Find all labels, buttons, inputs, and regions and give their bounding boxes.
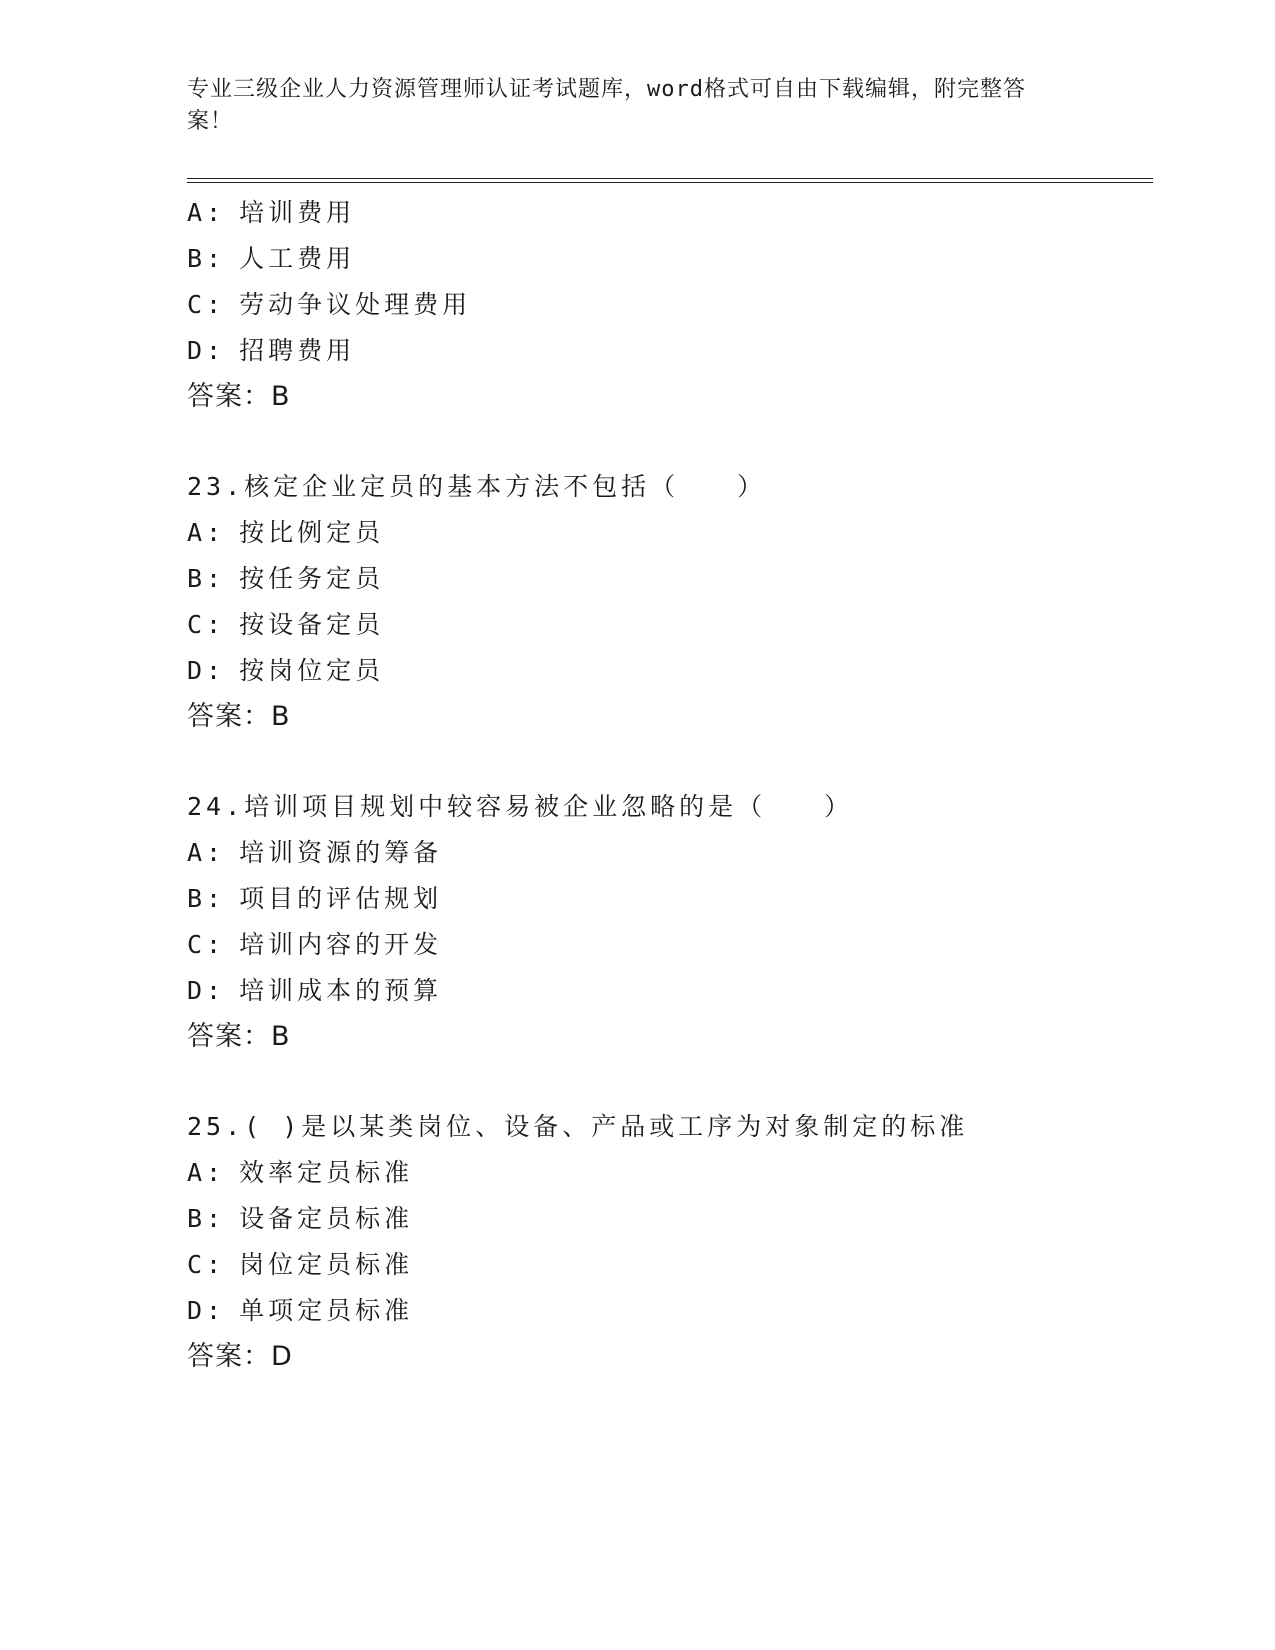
question-list: [187, 190, 1137, 1380]
question-text: 23.核定企业定员的基本方法不包括（ ）: [187, 472, 767, 501]
question-block: [187, 1104, 1137, 1380]
option-b: B: 项目的评估规划: [187, 884, 443, 913]
option-c: C: 按设备定员: [187, 610, 385, 639]
answer-line: 答案：B: [187, 701, 291, 732]
option-b: B: 人工费用: [187, 244, 356, 273]
answer-line: 答案：D: [187, 1341, 293, 1372]
question-block: [187, 464, 1137, 740]
header-double-rule: [187, 178, 1153, 183]
option-b: B: 设备定员标准: [187, 1204, 414, 1233]
option-c: C: 岗位定员标准: [187, 1250, 414, 1279]
option-a: A: 按比例定员: [187, 518, 385, 547]
option-a: A: 培训资源的筹备: [187, 838, 443, 867]
answer-line: 答案：B: [187, 1021, 291, 1052]
option-a: A: 效率定员标准: [187, 1158, 414, 1187]
option-c: C: 培训内容的开发: [187, 930, 443, 959]
question-block: [187, 190, 1137, 420]
option-b: B: 按任务定员: [187, 564, 385, 593]
option-c: C: 劳动争议处理费用: [187, 290, 472, 319]
option-d: D: 单项定员标准: [187, 1296, 414, 1325]
question-text: 25.( )是以某类岗位、设备、产品或工序为对象制定的标准: [187, 1112, 969, 1141]
question-text: 24.培训项目规划中较容易被企业忽略的是（ ）: [187, 792, 854, 821]
option-a: A: 培训费用: [187, 198, 356, 227]
option-d: D: 培训成本的预算: [187, 976, 443, 1005]
document-header: 专业三级企业人力资源管理师认证考试题库，word格式可自由下载编辑，附完整答案！: [187, 77, 1026, 134]
answer-line: 答案：B: [187, 381, 291, 412]
question-block: [187, 784, 1137, 1060]
option-d: D: 按岗位定员: [187, 656, 385, 685]
option-d: D: 招聘费用: [187, 336, 356, 365]
